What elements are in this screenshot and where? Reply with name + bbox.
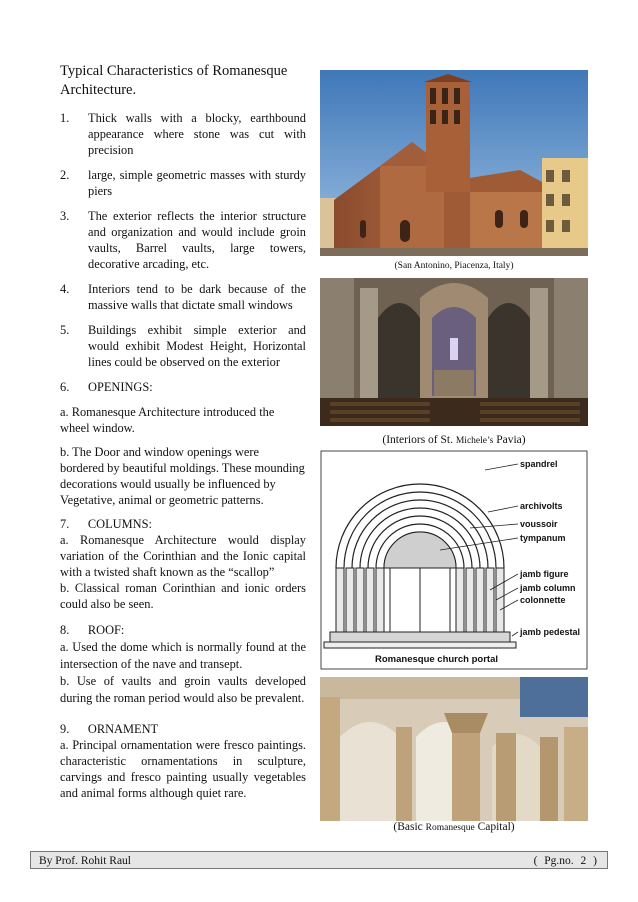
page-heading: Typical Characteristics of Romanesque Architecture.	[60, 63, 288, 98]
label-spandrel: spandrel	[520, 459, 558, 469]
list-item: 6. OPENINGS:	[60, 380, 153, 394]
label-jamb-figure: jamb figure	[520, 569, 569, 579]
ornament-section	[60, 721, 306, 801]
portal-diagram	[320, 450, 588, 670]
columns-section	[60, 516, 306, 612]
ornament-heading: 9. ORNAMENT	[60, 722, 159, 736]
ornament-a: a. Principal ornamentation were fresco paintings. characteristic ornamentations in sculpture, carvings and fresco painting usually vegetables and animal forms although quiet rare.	[60, 738, 306, 800]
caption-capital: (Basic Romanesque Capital)	[393, 821, 515, 833]
san-antonino-photo	[320, 70, 588, 256]
portal-diagram-drawing	[320, 450, 588, 670]
label-tympanum: tympanum	[520, 533, 566, 543]
st-michele-interior-photo	[320, 278, 588, 426]
list-item: 3. The exterior reflects the interior structure and organization and would include groin vaults, Barrel vaults, large towers, decorative arcading, etc.	[60, 209, 306, 271]
list-item: 4. Interiors tend to be dark because of the massive walls that dictate small windows	[60, 282, 306, 312]
columns-a: a. Romanesque Architecture would display variation of the Corinthian and the Ionic capital with a twisted shaft known as the “scallop”	[60, 533, 306, 579]
columns-heading: 7. COLUMNS:	[60, 517, 152, 531]
list-item: 5. Buildings exhibit simple exterior and would exhibit Modest Height, Horizontal lines could be observed on the exterior	[60, 323, 306, 369]
interior-image	[320, 278, 588, 426]
footer-author: By Prof. Rohit Raul	[39, 855, 132, 867]
capital-image	[320, 677, 588, 821]
roof-b: b. Use of vaults and groin vaults developed during the roman period would also be prevalent.	[60, 674, 306, 705]
diagram-title: Romanesque church portal	[375, 654, 498, 665]
caption-st-michele: (Interiors of St. Michele’s Pavia)	[382, 434, 526, 446]
openings-b: b. The Door and window openings were bordered by beautiful moldings. These mounding decorations would usually be influenced by Vegetative, animal or geometric patterns.	[60, 445, 305, 507]
label-jamb-column: jamb column	[520, 583, 576, 593]
roof-a: a. Used the dome which is normally found at the intersection of the nave and transept.	[60, 640, 306, 671]
columns-b: b. Classical roman Corinthian and ionic orders could also be seen.	[60, 581, 306, 611]
label-jamb-pedestal: jamb pedestal	[520, 627, 581, 637]
text-column	[60, 62, 306, 809]
footer-page-number: ( Pg.no. 2 )	[533, 855, 597, 867]
caption-san-antonino: (San Antonino, Piacenza, Italy)	[394, 261, 514, 271]
page-footer	[30, 851, 608, 869]
label-voussoir: voussoir	[520, 519, 558, 529]
roof-section	[60, 622, 306, 707]
church-exterior-image	[320, 70, 588, 256]
label-archivolts: archivolts	[520, 501, 563, 511]
list-item: 1. Thick walls with a blocky, earthbound appearance where stone was cut with precision	[60, 111, 306, 157]
openings-a: a. Romanesque Architecture introduced the wheel window.	[60, 405, 275, 435]
label-colonnette: colonnette	[520, 595, 566, 605]
capital-photo	[320, 677, 588, 821]
roof-heading: 8. ROOF:	[60, 623, 125, 637]
list-item: 2. large, simple geometric masses with sturdy piers	[60, 168, 306, 198]
